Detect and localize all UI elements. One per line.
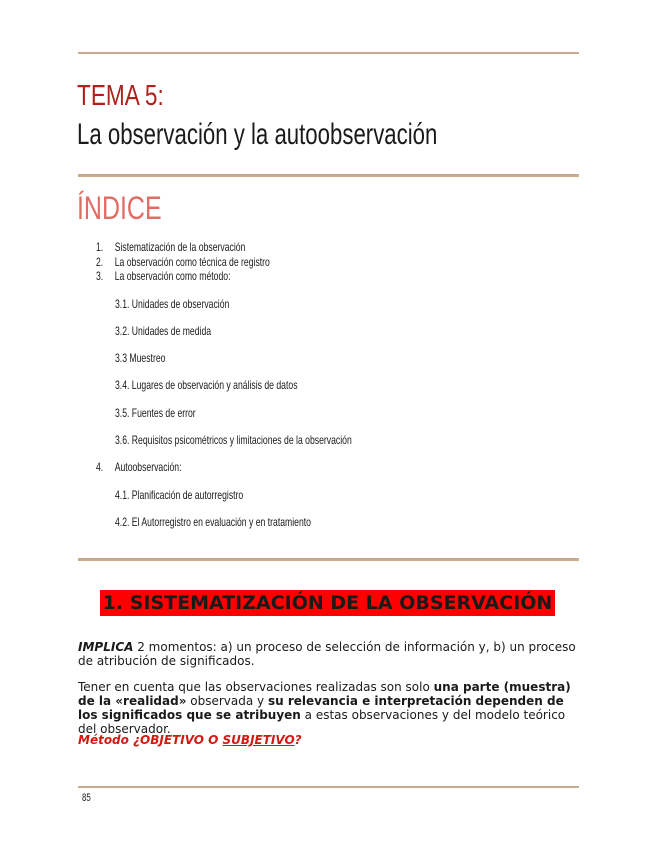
section-heading: 1. SISTEMATIZACIÓN DE LA OBSERVACIÓN bbox=[100, 590, 556, 616]
toc-subitem-3-3: 3.3 Muestreo bbox=[115, 351, 166, 365]
paragraph-observaciones bbox=[78, 680, 578, 736]
page-number: 85 bbox=[82, 792, 91, 804]
toc-item-number: 2. bbox=[96, 255, 104, 269]
toc-item-number: 4. bbox=[96, 460, 104, 474]
metodo-text-c: ? bbox=[294, 733, 302, 747]
toc-item-label: La observación como técnica de registro bbox=[114, 255, 270, 269]
index-divider bbox=[78, 558, 579, 561]
toc-item-3 bbox=[96, 269, 230, 283]
toc-subitem-4-1: 4.1. Planificación de autorregistro bbox=[115, 488, 244, 502]
metodo-question bbox=[78, 733, 302, 747]
implica-rest: 2 momentos: a) un proceso de selección de información y, b) un proceso de atribución de significados. bbox=[78, 640, 576, 668]
toc-subitem-3-6: 3.6. Requisitos psicométricos y limitaciones de la observación bbox=[115, 433, 352, 447]
p2-text-e: a estas observaciones y del modelo teórico del observador. bbox=[78, 708, 566, 736]
p2-text-a: Tener en cuenta que las observaciones realizadas son solo bbox=[78, 680, 434, 694]
chapter-number: TEMA 5: bbox=[77, 80, 164, 112]
index-heading: ÍNDICE bbox=[77, 190, 162, 226]
toc-subitem-3-5: 3.5. Fuentes de error bbox=[115, 406, 196, 420]
toc-subitem-3-2: 3.2. Unidades de medida bbox=[115, 324, 212, 338]
toc-subitem-3-4: 3.4. Lugares de observación y análisis de datos bbox=[115, 378, 298, 392]
p2-bold-b: una parte (muestra) de la «realidad» bbox=[78, 680, 571, 708]
metodo-text-a: Método ¿OBJETIVO O bbox=[78, 733, 223, 747]
footer-rule bbox=[78, 786, 579, 788]
chapter-title: La observación y la autoobservación bbox=[77, 118, 438, 151]
toc-item-2 bbox=[96, 255, 270, 269]
toc-item-1 bbox=[96, 240, 245, 254]
toc-item-label: La observación como método: bbox=[114, 269, 231, 283]
paragraph-implica bbox=[78, 640, 578, 668]
toc-subitem-4-2: 4.2. El Autorregistro en evaluación y en tratamiento bbox=[115, 515, 311, 529]
header-divider bbox=[78, 174, 579, 177]
metodo-underlined: SUBJETIVO bbox=[222, 733, 295, 747]
toc-item-number: 1. bbox=[96, 240, 104, 254]
p2-bold-d: su relevancia e interpretación dependen de los significados que se atribuyen bbox=[78, 694, 564, 722]
toc-subitem-3-1: 3.1. Unidades de observación bbox=[115, 297, 230, 311]
toc-item-label: Sistematización de la observación bbox=[114, 240, 246, 254]
p2-text-c: observada y bbox=[186, 694, 268, 708]
toc-item-number: 3. bbox=[96, 269, 104, 283]
toc-item-4 bbox=[96, 460, 181, 474]
implica-bold: IMPLICA bbox=[78, 640, 134, 654]
toc-item-label: Autoobservación: bbox=[114, 460, 182, 474]
top-rule bbox=[78, 52, 579, 54]
section-heading-container bbox=[0, 590, 655, 616]
